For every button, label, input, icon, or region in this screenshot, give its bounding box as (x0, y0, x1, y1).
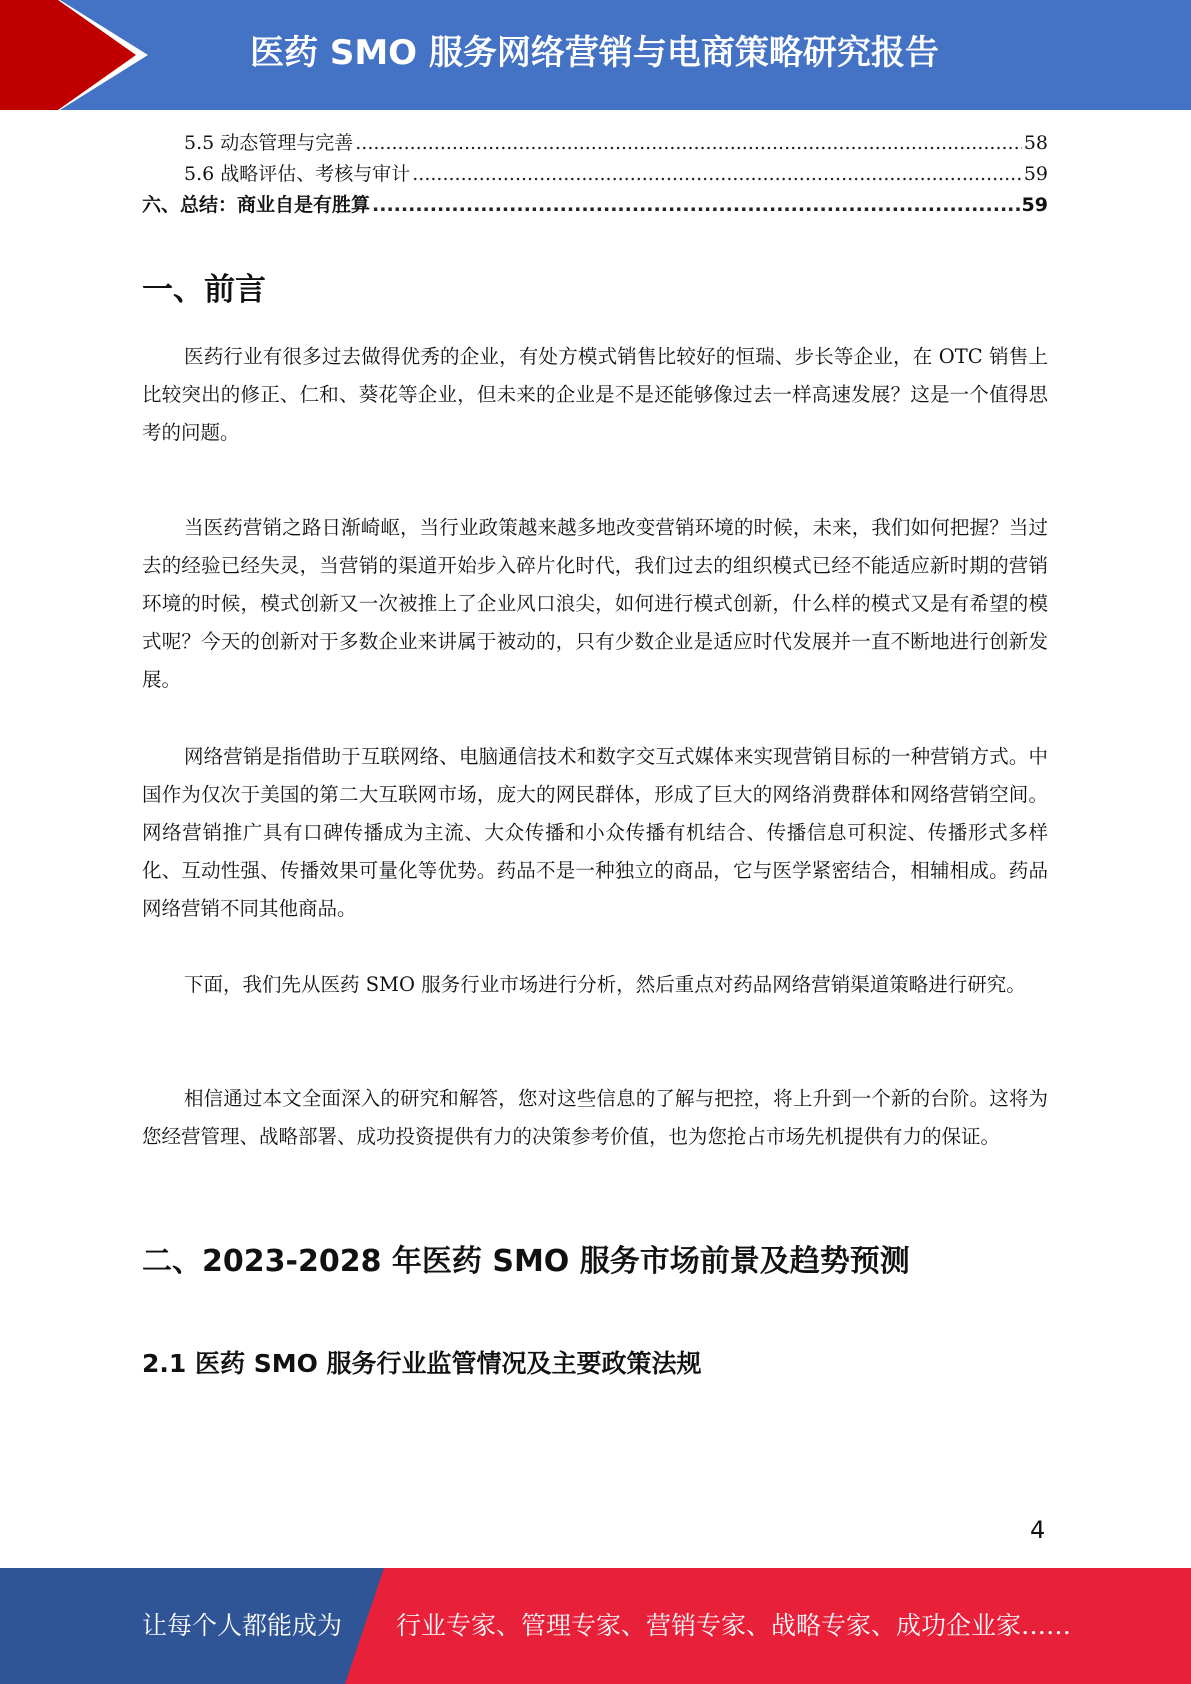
toc-entry-label: 六、总结：商业自是有胜算 (142, 194, 371, 216)
toc-leader-dots (412, 163, 1022, 185)
body-paragraph: 当医药营销之路日渐崎岖，当行业政策越来越多地改变营销环境的时候，未来，我们如何把握？当过去的经验已经失灵，当营销的渠道开始步入碎片化时代，我们过去的组织模式已经不能适应新时期的营销环境的时候，模式创新又一次被推上了企业风口浪尖，如何进行模式创新，什么样的模式又是有希望的模式呢？今天的创新对于多数企业来讲属于被动的，只有少数企业是适应时代发展并一直不断地进行创新发展。 (142, 516, 1048, 691)
body-paragraph: 网络营销是指借助于互联网络、电脑通信技术和数字交互式媒体来实现营销目标的一种营销方式。中国作为仅次于美国的第二大互联网市场，庞大的网民群体，形成了巨大的网络消费群体和网络营销空间。网络营销推广具有口碑传播成为主流、大众传播和小众传播有机结合、传播信息可积淀、传播形式多样化、互动性强、传播效果可量化等优势。药品不是一种独立的商品，它与医学紧密结合，相辅相成。药品网络营销不同其他商品。 (142, 745, 1048, 920)
page-number: 4 (1030, 1516, 1046, 1544)
footer-slogan-right: 行业专家、管理专家、营销专家、战略专家、成功企业家…… (396, 1611, 1072, 1640)
toc-entry-label: 5.6 战略评估、考核与审计 (184, 163, 411, 185)
toc-entry-page: 59 (1023, 163, 1048, 185)
page-header (0, 0, 1191, 110)
header-arrow-decoration (0, 0, 160, 110)
toc-entry[interactable] (142, 159, 1048, 190)
toc-leader-dots (355, 132, 1022, 154)
toc-entry-page: 58 (1023, 132, 1048, 154)
body-paragraph: 下面，我们先从医药 SMO 服务行业市场进行分析，然后重点对药品网络营销渠道策略进行研究。 (184, 973, 1026, 996)
body-paragraph: 医药行业有很多过去做得优秀的企业，有处方模式销售比较好的恒瑞、步长等企业，在 OTC 销售上比较突出的修正、仁和、葵花等企业，但未来的企业是不是还能够像过去一样高速发展？这是一个值得思考的问题。 (142, 345, 1048, 444)
toc-entry[interactable] (142, 128, 1048, 159)
toc-leader-dots (372, 194, 1020, 216)
section-2-1-heading: 2.1 医药 SMO 服务行业监管情况及主要政策法规 (142, 1349, 702, 1378)
preface-heading: 一、前言 (142, 272, 266, 308)
toc-entry-label: 5.5 动态管理与完善 (184, 132, 354, 154)
chapter-2-heading: 二、2023-2028 年医药 SMO 服务市场前景及趋势预测 (142, 1244, 910, 1279)
report-title: 医药 SMO 服务网络营销与电商策略研究报告 (250, 33, 939, 73)
toc-entry[interactable] (142, 190, 1048, 221)
body-paragraph: 相信通过本文全面深入的研究和解答，您对这些信息的了解与把控，将上升到一个新的台阶。这将为您经营管理、战略部署、成功投资提供有力的决策参考价值，也为您抢占市场先机提供有力的保证。 (142, 1087, 1048, 1148)
footer-slogan-left: 让每个人都能成为 (142, 1611, 343, 1640)
table-of-contents (142, 128, 1048, 221)
page-footer (0, 1568, 1191, 1684)
toc-entry-page: 59 (1021, 194, 1048, 216)
